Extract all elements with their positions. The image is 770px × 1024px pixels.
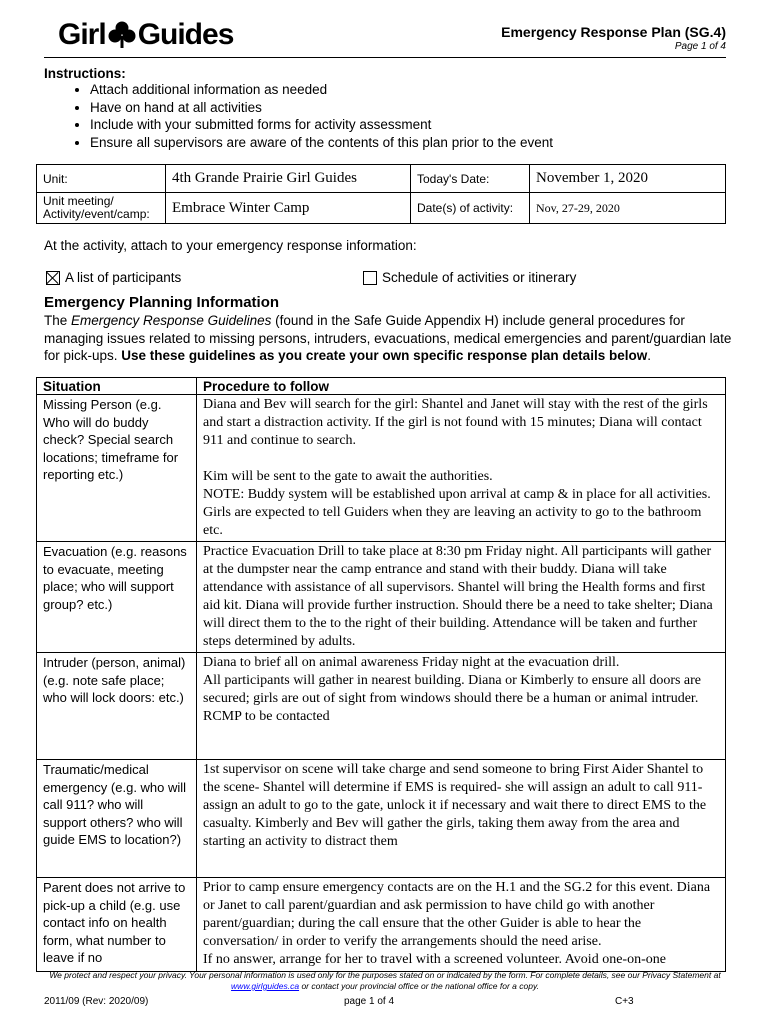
form-code: C+3 [615,996,634,1007]
instructions-heading: Instructions: [44,66,126,81]
procedure-text: Kim will be sent to the gate to await the authorities. [203,469,493,484]
privacy-text: or contact your provincial office or the national office for a copy. [299,981,539,991]
intro-bold-text: Use these guidelines as you create your own specific response plan details below [121,348,648,363]
procedure-cell[interactable] [197,653,726,760]
trefoil-icon [107,20,137,50]
checkbox-empty-icon[interactable] [363,271,377,285]
meeting-label [37,193,166,224]
procedure-cell[interactable] [197,760,726,878]
procedure-text: Diana and Bev will search for the girl: Shantel and Janet will stay with the rest of the girls and start a distraction activity. If the girl is not found with 15 minutes; Diana will contact 911 and continue to search. [203,397,708,448]
procedure-text: Prior to camp ensure emergency contacts are on the H.1 and the SG.2 for this event. Diana or Janet to call parent/guardian and ask permission to have child go with another parent/guardian; during the call ensure that the other Guider is able to hear the conversation/ in order to verify the arrangements should the need arise. [203,880,711,949]
situation-cell: Traumatic/medical emergency (e.g. who will call 911? who will support others? who will guide EMS to location?) [37,760,197,878]
procedure-text: If no answer, arrange for her to travel with a screened volunteer. Avoid one-on-one [203,952,666,967]
instruction-item: • Attach additional information as needed [90,81,553,99]
checkbox-checked-icon[interactable] [46,271,60,285]
intro-text: . [647,348,651,363]
header-divider [44,57,726,58]
footer-page-number: page 1 of 4 [344,996,395,1007]
procedure-cell[interactable] [197,542,726,653]
activity-field[interactable]: Embrace Winter Camp [166,193,411,224]
participants-checkbox-row[interactable] [46,270,181,285]
schedule-label: Schedule of activities or itinerary [382,270,577,285]
planning-heading: Emergency Planning Information [44,294,280,311]
situation-header: Situation [37,378,197,395]
instruction-item: • Ensure all supervisors are aware of the contents of this plan prior to the event [90,134,553,152]
logo-text-right: Guides [137,18,234,51]
intro-guidelines-title: Emergency Response Guidelines [71,313,272,328]
privacy-link[interactable]: www.girlguides.ca [231,981,300,991]
instruction-item: • Include with your submitted forms for activity assessment [90,116,553,134]
attach-instruction: At the activity, attach to your emergency response information: [44,238,417,253]
todays-date-label: Today's Date: [411,165,530,193]
table-row [37,760,726,878]
meeting-label-line: Unit meeting/ [43,194,114,208]
situation-cell: Missing Person (e.g. Who will do buddy check? Special search locations; timeframe for reporting etc.) [37,395,197,542]
unit-info-table [36,164,726,224]
schedule-checkbox-row[interactable] [363,270,576,285]
procedure-header: Procedure to follow [197,378,726,395]
procedure-cell[interactable] [197,878,726,972]
privacy-note [40,970,730,992]
procedure-text: All participants will gather in nearest building. Diana or Kimberly to ensure all doors are secured; girls are out of sight from windows should there be a human or animal intruder. RCMP to be contacted [203,673,702,724]
page-indicator: Page 1 of 4 [674,41,726,52]
meeting-label-line: Activity/event/camp: [43,207,150,221]
table-row [37,395,726,542]
intro-text: (found in the Safe Guide Appendix H) include general procedures for managing issues related to missing persons, intruders, evacuations, medical emergencies and parent/guardian late for pick-ups. [44,313,732,363]
instruction-item: • Have on hand at all activities [90,99,553,117]
situation-cell: Parent does not arrive to pick-up a child (e.g. use contact info on health form, what number to leave if no [37,878,197,972]
logo-text-left: Girl [58,18,106,51]
unit-field[interactable]: 4th Grande Prairie Girl Guides [166,165,411,193]
instructions-list [44,81,553,151]
response-plan-table [36,377,726,972]
situation-cell: Intruder (person, animal) (e.g. note safe place; who will lock doors: etc.) [37,653,197,760]
girl-guides-logo [58,18,233,52]
dates-field[interactable]: Nov, 27-29, 2020 [530,193,726,224]
procedure-text: Practice Evacuation Drill to take place at 8:30 pm Friday night. All participants will gather at the dumpster near the camp entrance and stand with their buddy. Diana will take attendance with assistance of all supervisors. Shantel will bring the Health forms and first aid kit. Diana will provide further instruction. Should there be a need to take shelter; Diana will direct them to the to the right of their building. Attendance will be taken and further steps determined by adults. [203,544,713,649]
table-row [37,542,726,653]
procedure-text: NOTE: Buddy system will be established upon arrival at camp & in place for all activities. Girls are expected to tell Guiders when they are leaving an activity to go to the bathroom etc. [203,487,711,538]
procedure-text: Diana to brief all on animal awareness Friday night at the evacuation drill. [203,655,620,670]
unit-label: Unit: [37,165,166,193]
participants-label: A list of participants [65,270,182,285]
todays-date-field[interactable]: November 1, 2020 [530,165,726,193]
procedure-cell[interactable] [197,395,726,542]
procedure-text: 1st supervisor on scene will take charge and send someone to bring First Aider Shantel to the scene- Shantel will determine if EMS is required- she will assign an adult to call 911- assign an adult to go to the gate, unlock it if necessary and wait there to direct EMS to the casualty. Kimberly and Bev will gather the girls, taking them away from the area and starting an activity to distract them [203,762,707,849]
table-row [37,878,726,972]
table-row [37,653,726,760]
document-title: Emergency Response Plan (SG.4) [501,24,726,40]
planning-intro [44,312,734,365]
privacy-text: We protect and respect your privacy. Your personal information is used only for the purposes stated on or indicated by the form. For complete details, see our Privacy Statement at [49,970,721,980]
dates-label: Date(s) of activity: [411,193,530,224]
intro-text: The [44,313,72,328]
revision-label: 2011/09 (Rev: 2020/09) [44,996,149,1007]
situation-cell: Evacuation (e.g. reasons to evacuate, meeting place; who will support group? etc.) [37,542,197,653]
